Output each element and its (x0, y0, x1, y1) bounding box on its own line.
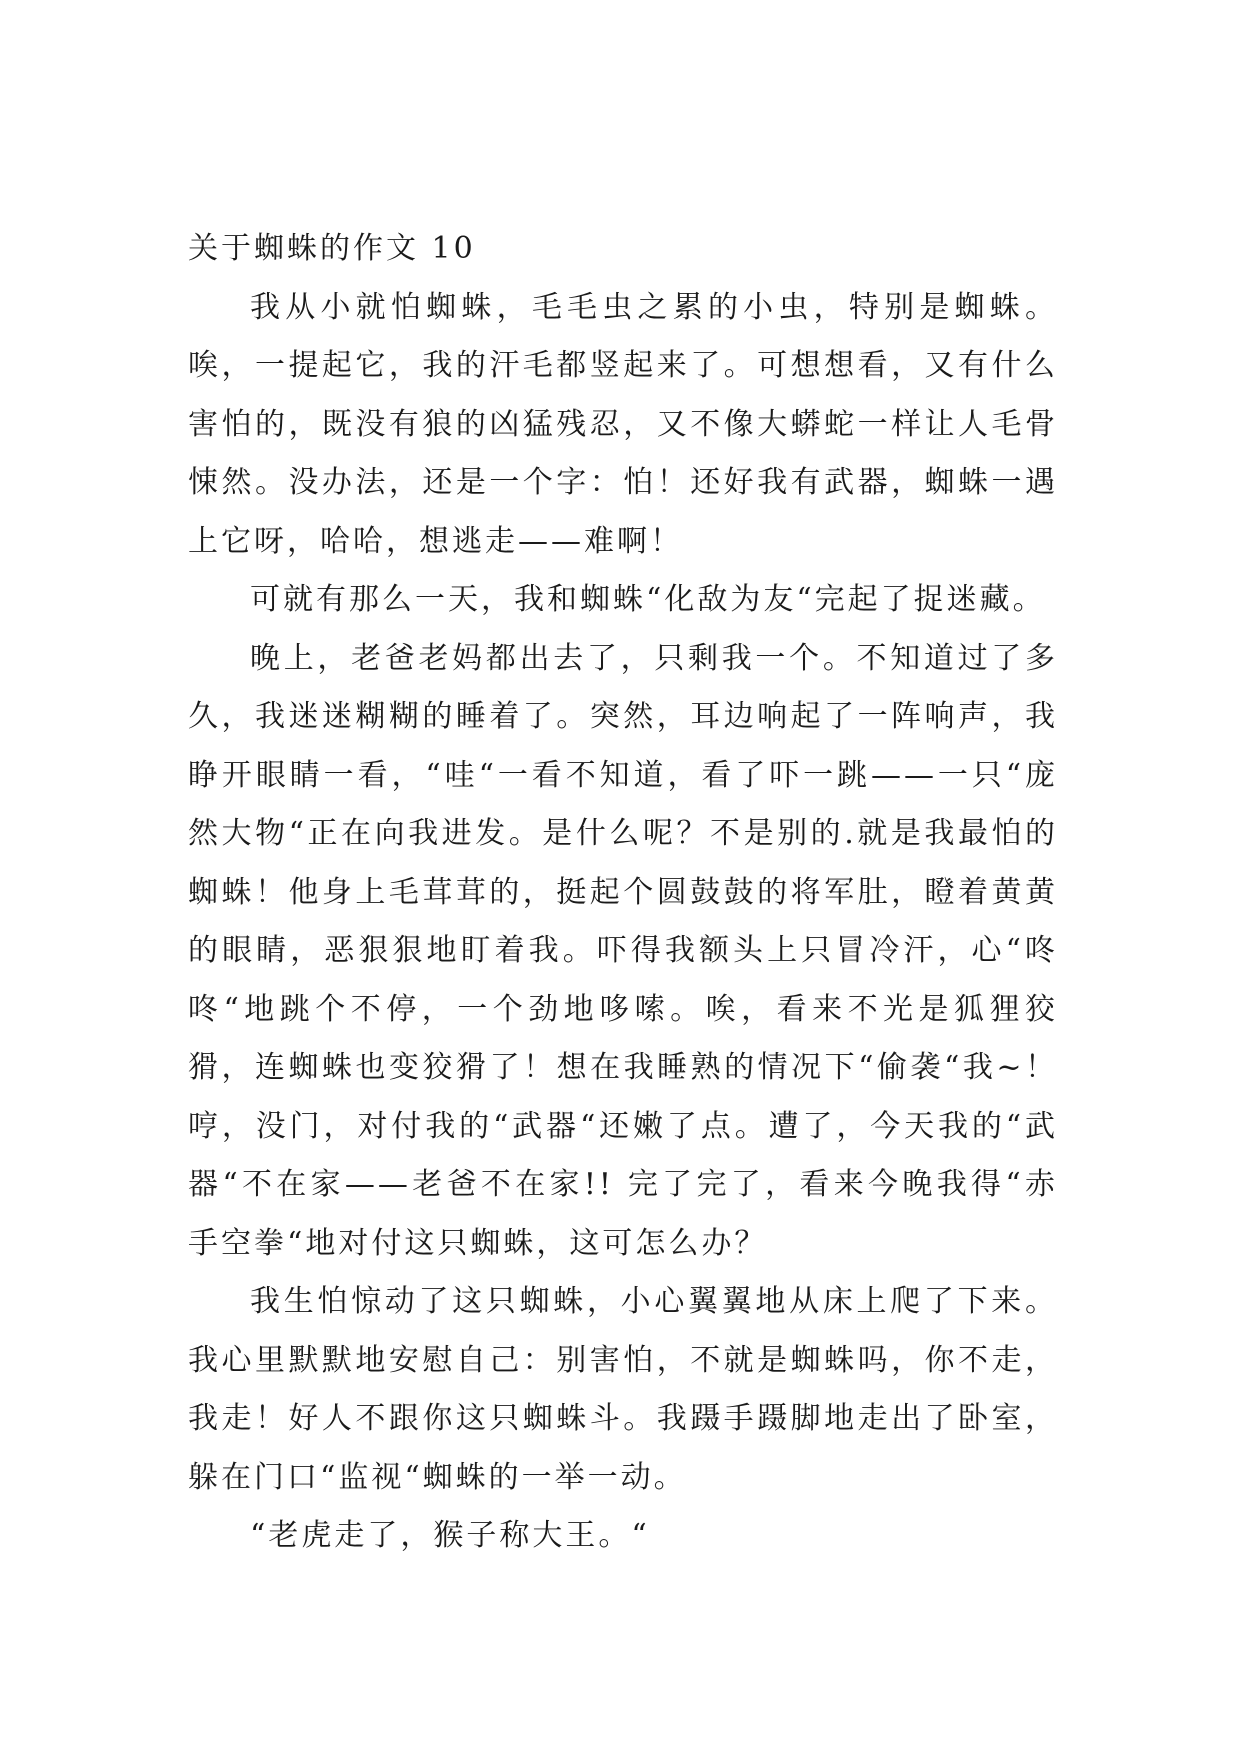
paragraph-4: 我生怕惊动了这只蜘蛛，小心翼翼地从床上爬了下来。我心里默默地安慰自己：别害怕，不就是蜘蛛吗，你不走，我走！好人不跟你这只蜘蛛斗。我蹑手蹑脚地走出了卧室，躲在门口“监视“蜘蛛的一举一动。 (188, 1284, 1058, 1495)
paragraph-3: 晚上，老爸老妈都出去了，只剩我一个。不知道过了多久，我迷迷糊糊的睡着了。突然，耳边响起了一阵响声，我睁开眼睛一看，“哇“一看不知道，看了吓一跳——一只“庞然大物“正在向我进发。是什么呢？不是别的.就是我最怕的蜘蛛！他身上毛茸茸的，挺起个圆鼓鼓的将军肚，瞪着黄黄的眼睛，恶狠狠地盯着我。吓得我额头上只冒冷汗，心“咚咚“地跳个不停，一个劲地哆嗦。唉，看来不光是狐狸狡猾，连蜘蛛也变狡猾了！想在我睡熟的情况下“偷袭“我~！哼，没门，对付我的“武器“还嫩了点。遭了，今天我的“武器“不在家——老爸不在家!! 完了完了，看来今晚我得“赤手空拳“地对付这只蜘蛛，这可怎么办？ (188, 640, 1058, 1261)
paragraph-2: 可就有那么一天，我和蜘蛛“化敌为友“完起了捉迷藏。 (250, 582, 1046, 617)
paragraph-1: 我从小就怕蜘蛛，毛毛虫之累的小虫，特别是蜘蛛。唉，一提起它，我的汗毛都竖起来了。可想想看，又有什么害怕的，既没有狼的凶猛残忍，又不像大蟒蛇一样让人毛骨悚然。没办法，还是一个字：怕！还好我有武器，蜘蛛一遇上它呀，哈哈，想逃走——难啊！ (188, 289, 1058, 559)
paragraph-5: “老虎走了，猴子称大王。“ (250, 1518, 650, 1553)
document-body (188, 220, 1058, 1566)
document-title: 关于蜘蛛的作文 10 (188, 231, 476, 266)
